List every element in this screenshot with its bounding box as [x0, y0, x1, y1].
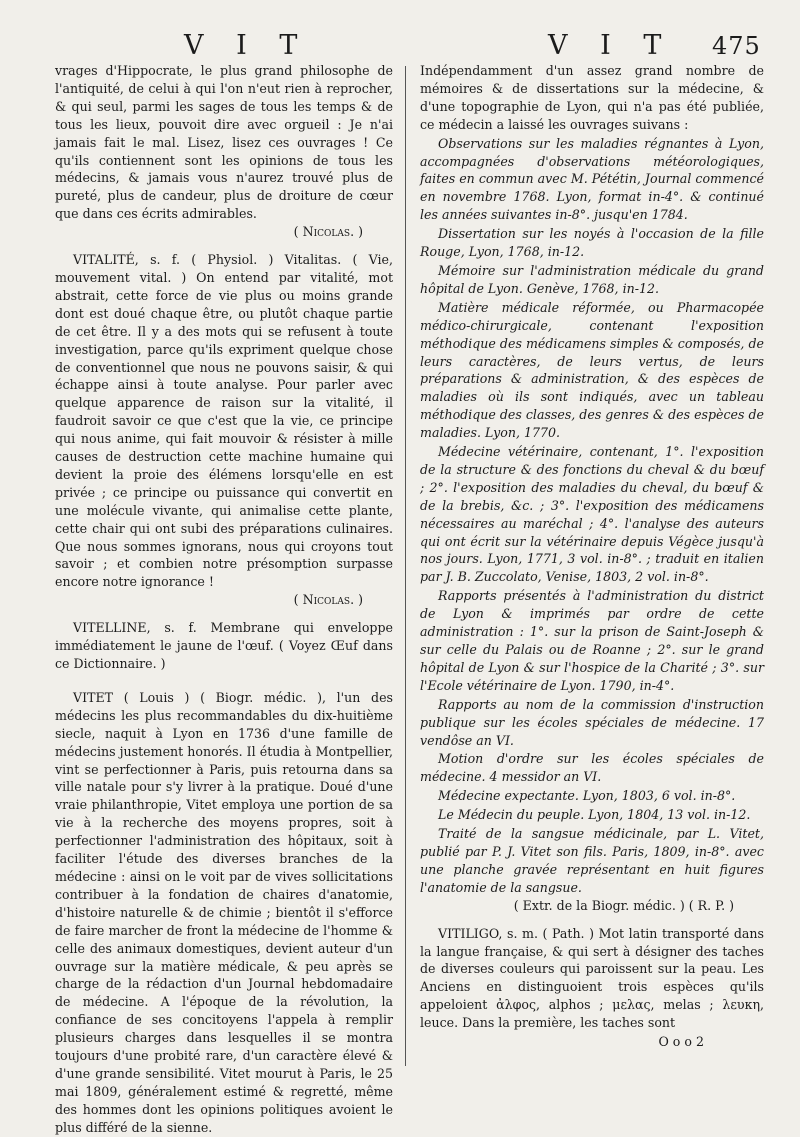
running-head-left: V I T — [184, 30, 310, 61]
work-item: Motion d'ordre sur les écoles spéciales de médecine. 4 messidor an VI. — [420, 751, 764, 785]
entry-vitiligo: VITILIGO, s. m. ( Path. ) Mot latin transporté dans la langue française, & qui sert à désigner des taches de diverses couleurs qui paroissent sur la peau. Les Anciens en distinguoient trois espèces qu'ils appeloient ἀλφος, alphos ; μελας, melas ; λευκη, leuce. Dans la première, les taches sont — [420, 925, 764, 1031]
work-item: Traité de la sangsue médicinale, par L. Vitet, publié par P. J. Vitet son fils. Paris, 1809, in-8°. avec une planche gravée représentant en huit figures l'anatomie de la sangsue. — [420, 826, 764, 895]
work-item: Rapports présentés à l'administration du district de Lyon & imprimés par ordre de cette administration : 1°. sur la prison de Saint-Joseph & sur celle du Palais ou de Roanne ; 2°. sur le grand hôpital de Lyon & sur l'hospice de la Charité ; 3°. sur l'Ecole vétérinaire de Lyon. 1790, in-4°. — [420, 588, 764, 693]
signature: ( Nicolas. ) — [293, 224, 363, 240]
work-item: Le Médecin du peuple. Lyon, 1804, 13 vol. in-12. — [438, 807, 751, 823]
signature: ( Nicolas. ) — [293, 592, 363, 608]
work-item: Matière médicale réformée, ou Pharmacopée médico-chirurgicale, contenant l'exposition méthodique des médicamens simples & composés, de leurs caractères, de leurs vertus, de leurs préparations & administration, & des espèces de maladies où ils sont indiqués, avec un tableau méthodique des classes, des genres & des espèces de maladies. Lyon, 1770. — [420, 299, 764, 441]
work-item: Dissertation sur les noyés à l'occasion de la fille Rouge, Lyon, 1768, in-12. — [420, 226, 764, 260]
catchword: O o o 2 — [658, 1034, 704, 1050]
works-intro: Indépendamment d'un assez grand nombre de mémoires & de dissertations sur la médecine, & d'une topographie de Lyon, qui n'a pas été publiée, ce médecin a laissé les ouvrages suivans : — [420, 63, 764, 132]
entry-continuation: vrages d'Hippocrate, le plus grand philosophe de l'antiquité, de celui à qui l'on n'eut rien à reprocher, & qui seul, parmi les sages de tous les temps & de tous les lieux, pouvoit dire avec orgueil : Je n'ai jamais fait le mal. Lisez, lisez ces ouvrages ! Ce qu'ils contiennent sont les opinions de tous les médecins, & jamais vous n'aurez trouvé plus de pureté, plus de candeur, plus de droiture de cœur que dans ces écrits admirables. — [55, 63, 393, 222]
entry-vitalite: VITALITÉ, s. f. ( Physiol. ) Vitalitas. ( Vie, mouvement vital. ) On entend par vitalité, mot abstrait, cette force de vie plus ou moins grande dont est doué chaque être, ou plutôt chaque partie de cet être. Il y a des mots qui se refusent à toute investigation, parce qu'ils expriment quelque chose de conventionnel que nous ne pouvons saisir, & qui échappe ainsi à toute analyse. Pour parler avec quelque apparence de raison sur la vitalité, il faudroit savoir ce que c'est que la vie, ce principe qui nous anime, qui fait mouvoir & résister à mille causes de destruction cette machine humaine qui devient la proie des élémens lorsqu'elle en est privée ; ce principe ou puissance qui convertit en une molécule vivante, qui animalise cette plante, cette chair qui ont subi des préparations culinaires. Que nous sommes ignorans, nous qui croyons tout savoir ; et combien notre présomption surpasse encore notre ignorance ! — [55, 252, 393, 590]
work-item: Rapports au nom de la commission d'instruction publique sur les écoles spéciales de médecine. 17 vendôse an VI. — [420, 696, 764, 748]
column-rule — [405, 66, 406, 1066]
work-item: Médecine expectante. Lyon, 1803, 6 vol. in-8°. — [438, 788, 736, 804]
page-number: 475 — [712, 32, 761, 60]
entry-vitelline: VITELLINE, s. f. Membrane qui enveloppe immédiatement le jaune de l'œuf. ( Voyez Œuf dans ce Dictionnaire. ) — [55, 620, 393, 671]
signature: ( Extr. de la Biogr. médic. ) ( R. P. ) — [513, 897, 734, 913]
running-head-right: V I T — [548, 30, 674, 61]
work-item: Mémoire sur l'administration médicale du grand hôpital de Lyon. Genève, 1768, in-12. — [420, 262, 764, 296]
entry-vitet: VITET ( Louis ) ( Biogr. médic. ), l'un des médecins les plus recommandables du dix-huitième siecle, naquit à Lyon en 1736 d'une famille de médecins justement honorés. Il étudia à Montpellier, vint se perfectionner à Paris, puis retourna dans sa ville natale pour s'y livrer à la pratique. Doué d'une vraie philanthropie, Vitet employa une portion de sa vie à la recherche des moyens propres, soit à perfectionner l'administration des hôpitaux, soit à faciliter l'étude des diverses branches de la médecine : ainsi on le voit par de vives sollicitations contribuer à la fondation de chaires d'anatomie, d'histoire naturelle & de chimie ; bientôt il s'efforce de faire marcher de front la médecine de l'homme & celle des animaux domestiques, devient auteur d'un ouvrage sur la matière médicale, & peu après se charge de la rédaction d'un Journal hebdomadaire de médecine. A l'époque de la révolution, la confiance de ses concitoyens l'appela à remplir plusieurs charges dans lesquelles il se montra toujours d'une probité rare, d'un caractère élevé & d'une grande sensibilité. Vitet mourut à Paris, le 25 mai 1809, généralement estimé & regretté, même des hommes dont les opinions politiques avoient le plus différé de la sienne. — [55, 689, 393, 1135]
left-column — [55, 62, 393, 1137]
work-item: Observations sur les maladies régnantes à Lyon, accompagnées d'observations météorologiques, faites en commun avec M. Pététin, Journal commencé en novembre 1768. Lyon, format in-4°. & continué les années suivantes in-8°. jusqu'en 1784. — [420, 135, 764, 223]
right-column — [420, 62, 764, 1051]
work-item: Médecine vétérinaire, contenant, 1°. l'exposition de la structure & des fonctions du cheval & du bœuf ; 2°. l'exposition des maladies du cheval, du bœuf & de la brebis, &c. ; 3°. l'exposition des médicamens nécessaires au maréchal ; 4°. l'analyse des auteurs qui ont écrit sur la vétérinaire depuis Végèce jusqu'à nos jours. Lyon, 1771, 3 vol. in-8°. ; traduit en italien par J. B. Zuccolato, Venise, 1803, 2 vol. in-8°. — [420, 444, 764, 585]
